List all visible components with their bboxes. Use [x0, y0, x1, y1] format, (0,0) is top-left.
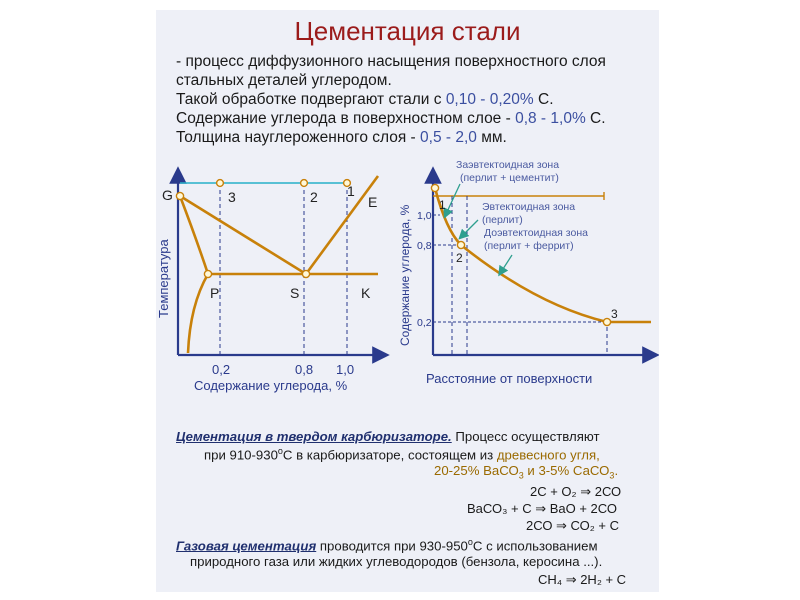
d2-tick-08: 0,8: [417, 240, 432, 252]
solid-line-1: [176, 429, 600, 444]
equation-1: 2С + О₂ ⇒ 2СО: [530, 484, 622, 499]
d2-zone-hypo-title: Доэвтектоидная зона: [484, 227, 588, 239]
d2-arrow-eut: [462, 220, 478, 236]
gas-degree: о: [467, 537, 473, 547]
d1-tick-08: 0,8: [295, 362, 314, 377]
d2-marker-2: [457, 241, 464, 248]
gas-line-1: [176, 537, 598, 553]
d1-point-s: [302, 270, 309, 277]
d1-point-g: [176, 192, 183, 199]
d1-tick-02: 0,2: [212, 362, 231, 377]
d2-y-label: Содержание углерода, %: [398, 204, 412, 346]
d1-y-label: Температура: [156, 239, 171, 318]
d2-zone-hypo-sub: (перлит + феррит): [484, 240, 574, 252]
intro-line-5-post: мм.: [476, 129, 507, 146]
intro-line-3-value: 0,10 - 0,20%: [445, 91, 534, 108]
d2-tick-10: 1,0: [417, 210, 432, 222]
gas-heading: Газовая цементация: [176, 538, 317, 554]
equation-3: 2СО ⇒ СО₂ + С: [526, 518, 620, 533]
d2-zone-hyper-title: Заэвтектоидная зона: [456, 159, 560, 171]
solid-text-2c: древесного угля,: [496, 447, 600, 463]
d1-marker-2: [301, 180, 308, 187]
intro-line-1: - процесс диффузионного насыщения поверхностного слоя: [176, 53, 606, 70]
intro-line-5-value: 0,5 - 2,0: [420, 129, 477, 146]
d1-label-p: P: [210, 285, 220, 301]
solid-text-3b: и 3-5% СаСО: [523, 463, 610, 478]
d1-label-k: K: [361, 285, 371, 301]
d1-label-s: S: [290, 285, 300, 301]
d1-marker-3-label: 3: [228, 189, 236, 205]
gas-line-2: природного газа или жидких углеводородов (бензола, керосина ...).: [190, 554, 603, 569]
d1-label-g: G: [162, 187, 173, 203]
d2-marker-3: [603, 318, 610, 325]
intro-line-4-post: С.: [585, 110, 606, 127]
intro-line-4-pre: Содержание углерода в поверхностном слое -: [176, 110, 516, 127]
d2-arrow-hypo: [501, 255, 512, 272]
d1-marker-3: [217, 180, 224, 187]
d1-gp-line: [180, 196, 208, 274]
solid-text-2a: при 910-930: [204, 447, 278, 463]
solid-line-3: [434, 463, 618, 481]
d2-marker-1: [431, 184, 438, 191]
gas-text-1a: проводится при 930-950: [316, 538, 468, 554]
d1-tick-10: 1,0: [336, 362, 355, 377]
d1-x-label: Содержание углерода, %: [194, 378, 348, 393]
slide: [156, 10, 659, 592]
gas-text-1b: С с использованием: [472, 538, 598, 554]
solid-text-2b: С в карбюризаторе, состоящем из: [282, 447, 497, 463]
solid-text-3: 20-25% ВаСО: [434, 463, 519, 478]
d2-zone-eut-sub: (перлит): [482, 214, 523, 226]
d2-arrow-hyper: [446, 184, 460, 214]
solid-text-3-sub: 3: [518, 470, 524, 481]
equation-4: СН₄ ⇒ 2Н₂ + С: [538, 572, 627, 587]
d1-label-e: E: [368, 194, 378, 210]
d2-marker-1-label: 1: [439, 198, 446, 212]
intro-line-5-pre: Толщина науглероженного слоя -: [176, 129, 421, 146]
d1-marker-1-label: 1: [347, 183, 355, 199]
d2-zone-hyper-sub: (перлит + цементит): [460, 172, 559, 184]
d1-pq-line: [188, 274, 208, 353]
d2-marker-2-label: 2: [456, 251, 463, 265]
d1-marker-2-label: 2: [310, 189, 318, 205]
solid-text-3-end: .: [614, 463, 619, 478]
page-title: Цементация стали: [294, 16, 521, 46]
solid-degree: о: [277, 446, 283, 456]
solid-text-3-sub2: 3: [609, 470, 615, 481]
d1-point-p: [204, 270, 211, 277]
solid-heading: Цементация в твердом карбюризаторе.: [176, 429, 452, 444]
d2-tick-02: 0,2: [417, 317, 432, 329]
intro-line-3-pre: Такой обработке подвергают стали с: [176, 91, 446, 108]
intro-line-2: стальных деталей углеродом.: [176, 72, 392, 89]
d2-marker-3-label: 3: [611, 307, 618, 321]
d2-x-label: Расстояние от поверхности: [426, 371, 593, 386]
equation-2: ВаСО₃ + С ⇒ ВаО + 2СО: [467, 501, 618, 516]
d1-gs-line: [180, 196, 306, 274]
intro-line-4-value: 0,8 - 1,0%: [515, 110, 586, 127]
solid-line-2: [204, 446, 600, 462]
intro-line-3-post: С.: [533, 91, 554, 108]
solid-text-1: Процесс осуществляют: [451, 429, 600, 444]
d2-zone-eut-title: Эвтектоидная зона: [482, 201, 576, 213]
